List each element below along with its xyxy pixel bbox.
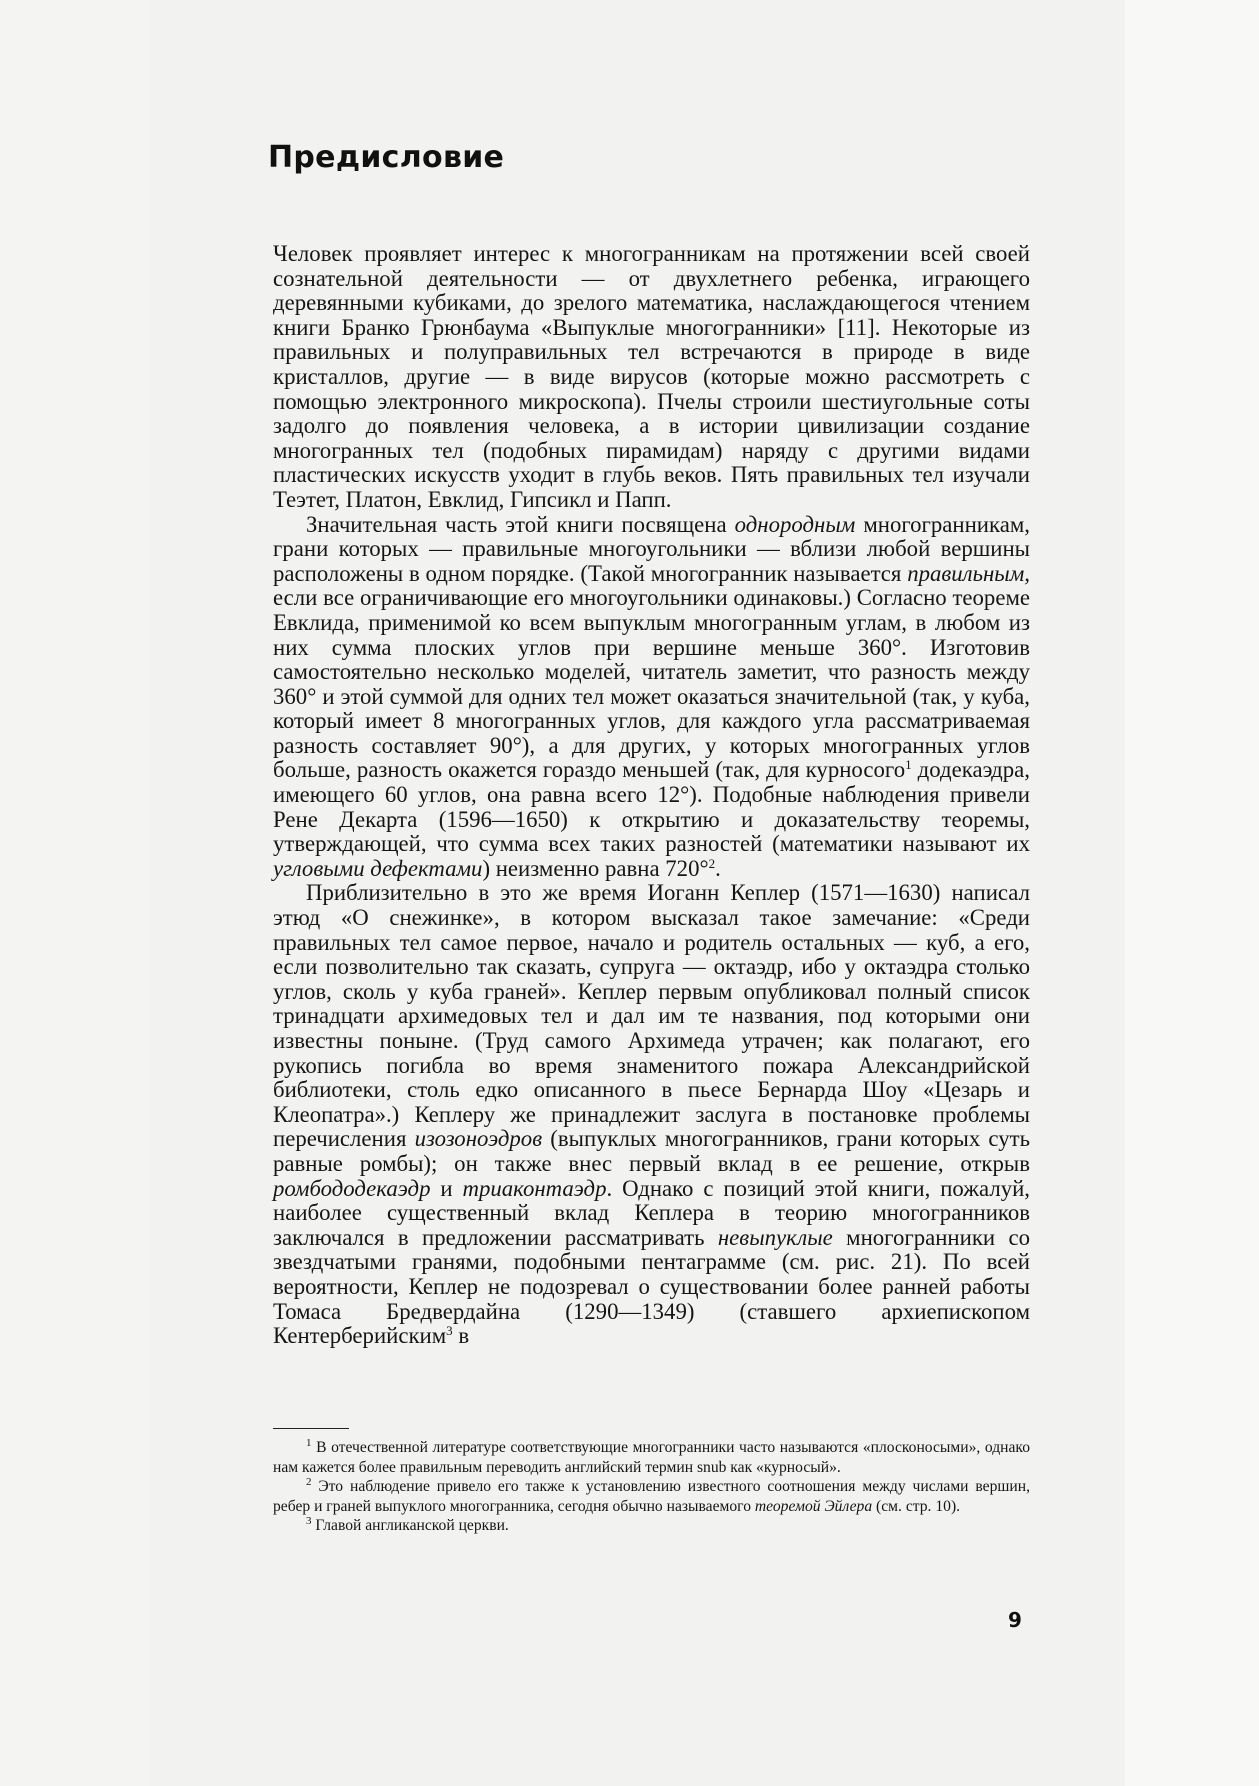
footnote-divider [273, 1428, 349, 1429]
paragraph [273, 242, 1030, 513]
footnote [273, 1438, 1030, 1477]
text-run: (см. стр. 10). [872, 1497, 961, 1515]
text-run: додекаэдра, имеющего 60 углов, она равна всего 12°). Подобные наблюдения привели Рене Декарта (1596—1650) к открытию и доказательству теоремы, утверждающей, что сумма всех таких разностей (математики называют их [273, 757, 1030, 857]
text-run: и [430, 1175, 463, 1201]
footnote-marker: 1 [306, 1437, 312, 1449]
text-run: Это наблюдение привело его также к установлению известного соотношения между числами вершин, ребер и граней выпуклого многогранника, сегодня обычно называемого [273, 1478, 1030, 1515]
footnote-marker: 2 [708, 855, 716, 871]
footnote-marker: 3 [446, 1323, 453, 1339]
text-run: . Однако с позиций этой книги, пожалуй, наиболее существенный вклад Кеплера в теорию многогранников заключался в предложении рассматривать [273, 1175, 1030, 1250]
text-run: Главой англиканской церкви. [311, 1517, 509, 1534]
footnote-marker: 2 [306, 1476, 312, 1488]
text-run: В отечественной литературе соответствующие многогранники часто называются «плосконосыми», однако нам кажется более правильным переводить английский термин snub как «курносый». [273, 1439, 1030, 1476]
italic-term: однородным [734, 511, 856, 537]
scan-background [1124, 0, 1259, 1786]
text-run: многогранники со звездчатыми гранями, подобными пентаграмме (см. рис. 21). По всей вероятности, Кеплер не подозревал о существовании более ранней работы Томаса Бредвердайна (1290—1349) (ставшего архиепископом Кентерберийским [273, 1224, 1030, 1349]
italic-term: теоремой Эйлера [754, 1497, 873, 1515]
page-number: 9 [1008, 1608, 1022, 1632]
text-run: (выпуклых многогранников, грани которых суть равные ромбы); он также внес первый вклад в ее решение, открыв [273, 1126, 1030, 1176]
body-text [273, 242, 1030, 1349]
text-run: . [715, 855, 721, 881]
page-title: Предисловие [268, 140, 505, 175]
footnote-marker: 1 [905, 757, 912, 773]
footnote-marker: 3 [306, 1515, 312, 1527]
italic-term: изозоноэдров [414, 1126, 543, 1152]
paragraph [273, 881, 1030, 1348]
footnote [273, 1516, 1030, 1536]
text-run: Приблизительно в это же время Иоганн Кеплер (1571—1630) написал этюд «О снежинке», в котором высказал такое замечание: «Среди правильных тел самое первое, начало и родитель остальных — куб, а его, если позволительно так сказать, супруга — октаэдр, ибо у октаэдра столько углов, сколь у куба граней». Кеплер первым опубликовал полный список тринадцати архимедовых тел и дал им те названия, под которыми они известны поныне. (Труд самого Архимеда утрачен; как полагают, его рукопись погибла во время знаменитого пожара Александрийской библиотеки, столь едко описанного в пьесе Бернарда Шоу «Цезарь и Клеопатра».) Кеплеру же принадлежит заслуга в постановке проблемы перечисления [273, 880, 1030, 1152]
text-run: Значительная часть этой книги посвящена [306, 511, 735, 537]
text-run: в [452, 1323, 470, 1349]
paragraph [273, 513, 1030, 882]
italic-term: угловыми дефектами [273, 855, 483, 881]
italic-term: невыпуклые [717, 1224, 833, 1250]
footnotes [273, 1438, 1030, 1536]
text-run: ) неизменно равна 720° [482, 855, 709, 881]
text-run: если все ограничивающие его многоугольники одинаковы.) Согласно теореме Евклида, применимой ко всем выпуклым многогранным углам, в любом из них сумма плоских углов при вершине меньше 360°. Изготовив самостоятельно несколько моделей, читатель заметит, что разность между 360° и этой суммой для одних тел может оказаться значительной (так, у куба, который имеет 8 многогранных углов, для каждого угла рассматриваемая разность составляет 90°), а для других, у которых многогранных углов больше, разность окажется гораздо меньшей (так, для курносого [273, 585, 1030, 783]
text-run: Человек проявляет интерес к многогранникам на протяжении всей своей сознательной деятельности — от двухлетнего ребенка, играющего деревянными кубиками, до зрелого математика, наслаждающегося чтением книги Бранко Грюнбаума «Выпуклые многогранники» [11]. Некоторые из правильных и полуправильных тел встречаются в природе в виде кристаллов, другие — в виде вирусов (которые можно рассмотреть с помощью электронного микроскопа). Пчелы строили шестиугольные соты задолго до появления человека, а в истории цивилизации создание многогранных тел (подобных пирамидам) наряду с другими видами пластических искусств уходит в глубь веков. Пять правильных тел изучали Теэтет, Платон, Евклид, Гипсикл и Папп. [273, 241, 1030, 512]
italic-term: правильным, [907, 560, 1030, 586]
footnote [273, 1477, 1030, 1516]
italic-term: триаконтаэдр [462, 1175, 607, 1201]
italic-term: ромбододекаэдр [273, 1175, 431, 1201]
text-run: многогранникам, грани которых — правильные многоугольники — вблизи любой вершины расположены в одном порядке. (Такой многогранник называется [273, 511, 1030, 586]
